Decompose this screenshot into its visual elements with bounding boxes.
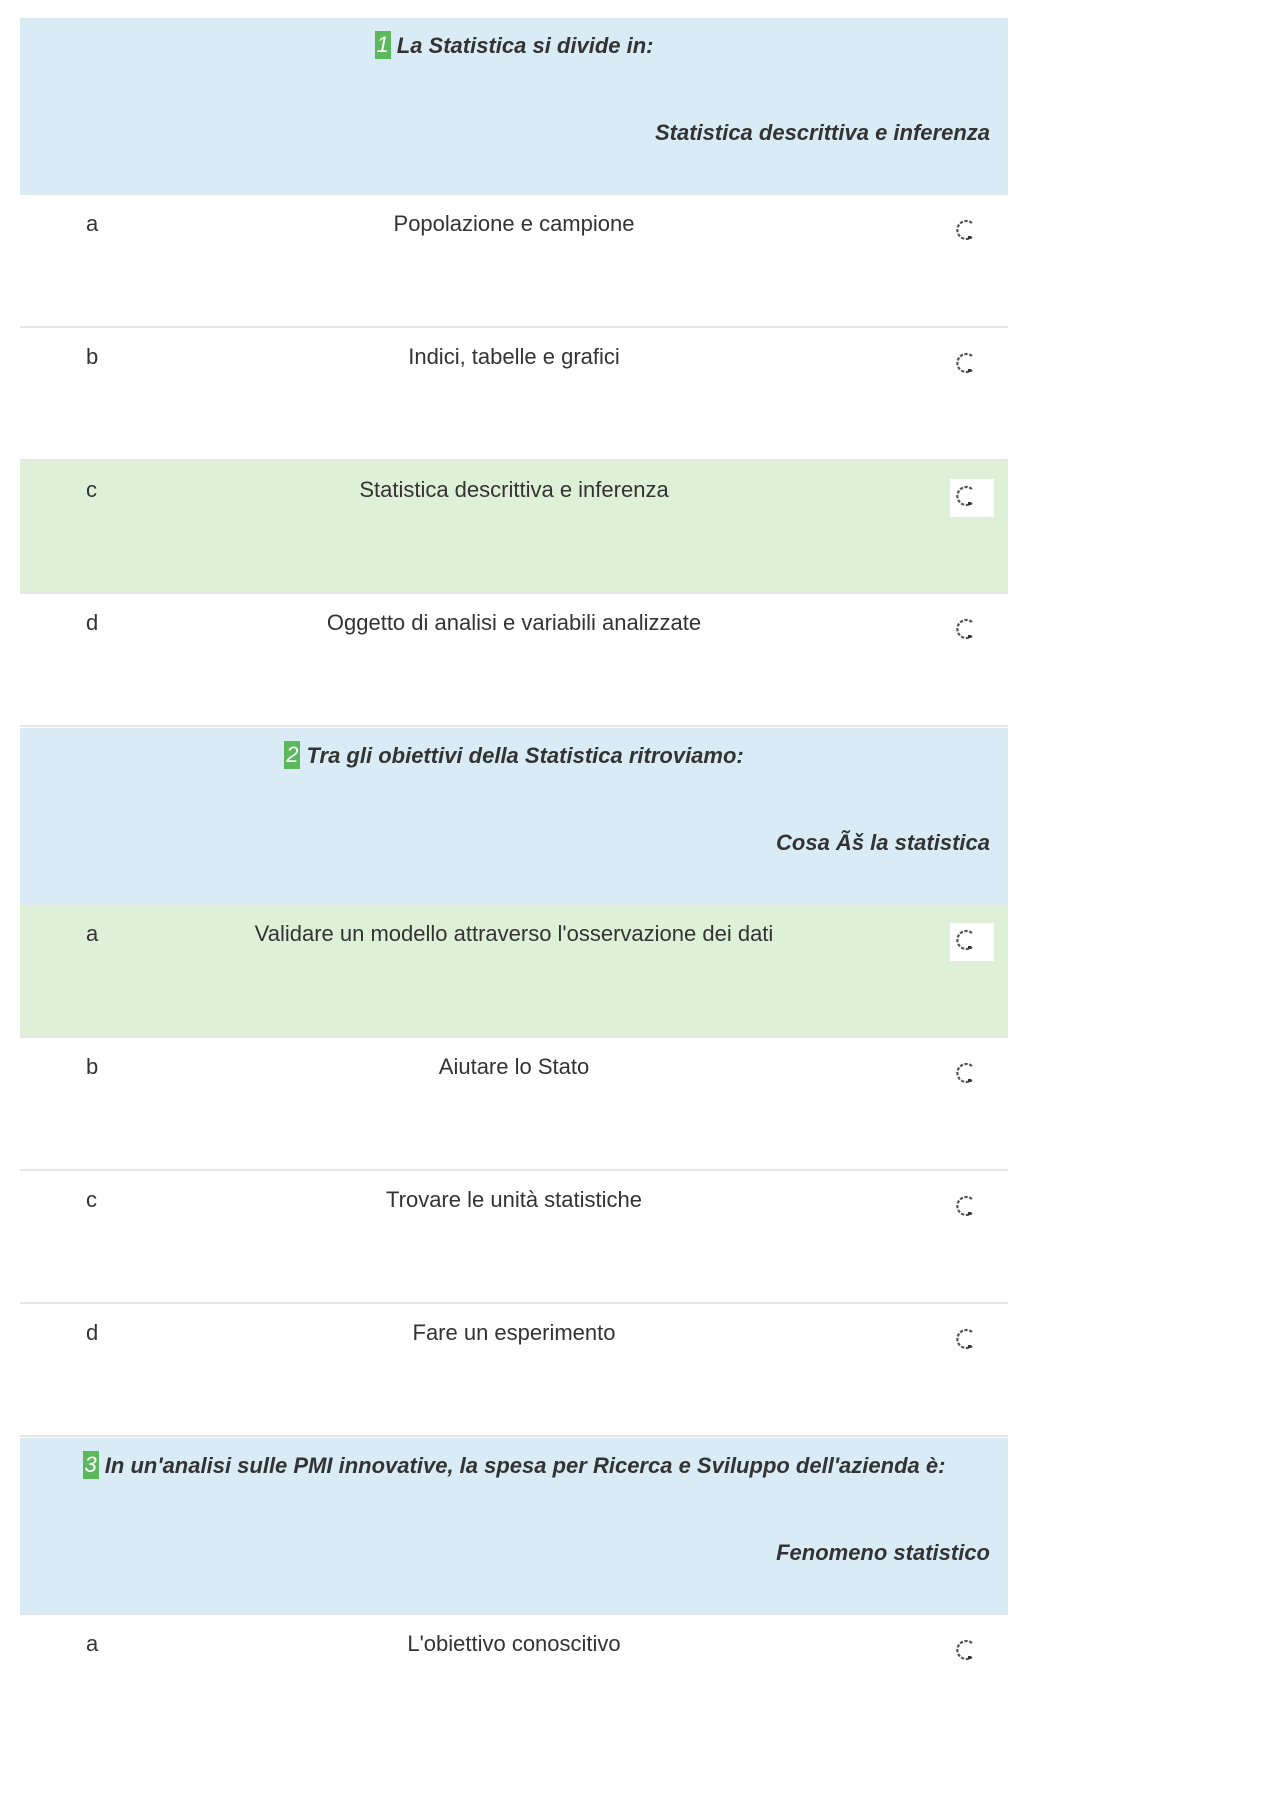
option-text: L'obiettivo conoscitivo (407, 1631, 621, 1656)
option-row-selected[interactable] (20, 905, 1008, 1038)
option-letter: c (86, 477, 97, 502)
question-answer: Statistica descrittiva e inferenza (654, 120, 990, 145)
quiz (20, 18, 1008, 1737)
option-row[interactable] (20, 1171, 1008, 1304)
question-block-1 (20, 18, 1008, 727)
question-number-badge: 1 (376, 32, 389, 57)
question-number-badge: 3 (84, 1452, 97, 1477)
option-text: Indici, tabelle e grafici (408, 344, 620, 369)
option-row[interactable] (20, 328, 1008, 461)
radio-icon[interactable] (950, 1189, 994, 1227)
question-block-2 (20, 728, 1008, 1437)
option-text: Popolazione e campione (393, 211, 635, 236)
option-row[interactable] (20, 1304, 1008, 1437)
question-block-3 (20, 1438, 1008, 1737)
option-letter: c (86, 1187, 97, 1212)
radio-icon[interactable] (950, 612, 994, 650)
question-title (20, 1450, 1008, 1482)
question-text: In un'analisi sulle PMI innovative, la spesa per Ricerca e Sviluppo dell'azienda è: (104, 1453, 946, 1478)
radio-icon[interactable] (950, 923, 994, 961)
radio-icon[interactable] (950, 213, 994, 251)
radio-icon[interactable] (950, 1322, 994, 1360)
option-text: Aiutare lo Stato (438, 1054, 590, 1079)
option-text: Oggetto di analisi e variabili analizzate (326, 610, 702, 635)
option-letter: b (86, 344, 99, 369)
radio-icon[interactable] (950, 346, 994, 384)
option-text: Fare un esperimento (412, 1320, 616, 1345)
question-title (20, 30, 1008, 62)
option-letter: a (86, 211, 99, 236)
option-row[interactable] (20, 1038, 1008, 1171)
option-row[interactable] (20, 594, 1008, 727)
question-header (20, 728, 1008, 905)
option-letter: a (86, 921, 99, 946)
question-text: La Statistica si divide in: (396, 33, 654, 58)
question-header (20, 18, 1008, 195)
question-header (20, 1438, 1008, 1615)
option-letter: d (86, 1320, 99, 1345)
question-title (20, 740, 1008, 772)
option-row[interactable] (20, 1615, 1008, 1737)
option-text: Trovare le unità statistiche (386, 1187, 642, 1212)
radio-icon[interactable] (950, 479, 994, 517)
question-text: Tra gli obiettivi della Statistica ritroviamo: (306, 743, 744, 768)
radio-icon[interactable] (950, 1633, 994, 1671)
option-letter: a (86, 1631, 99, 1656)
question-answer: Cosa Ãš la statistica (776, 830, 990, 855)
option-letter: d (86, 610, 99, 635)
option-row-selected[interactable] (20, 461, 1008, 594)
option-letter: b (86, 1054, 99, 1079)
question-answer: Fenomeno statistico (776, 1540, 990, 1565)
radio-icon[interactable] (950, 1056, 994, 1094)
option-text: Statistica descrittiva e inferenza (359, 477, 669, 502)
option-text: Validare un modello attraverso l'osservazione dei dati (254, 921, 774, 946)
question-number-badge: 2 (286, 742, 299, 767)
option-row[interactable] (20, 195, 1008, 328)
